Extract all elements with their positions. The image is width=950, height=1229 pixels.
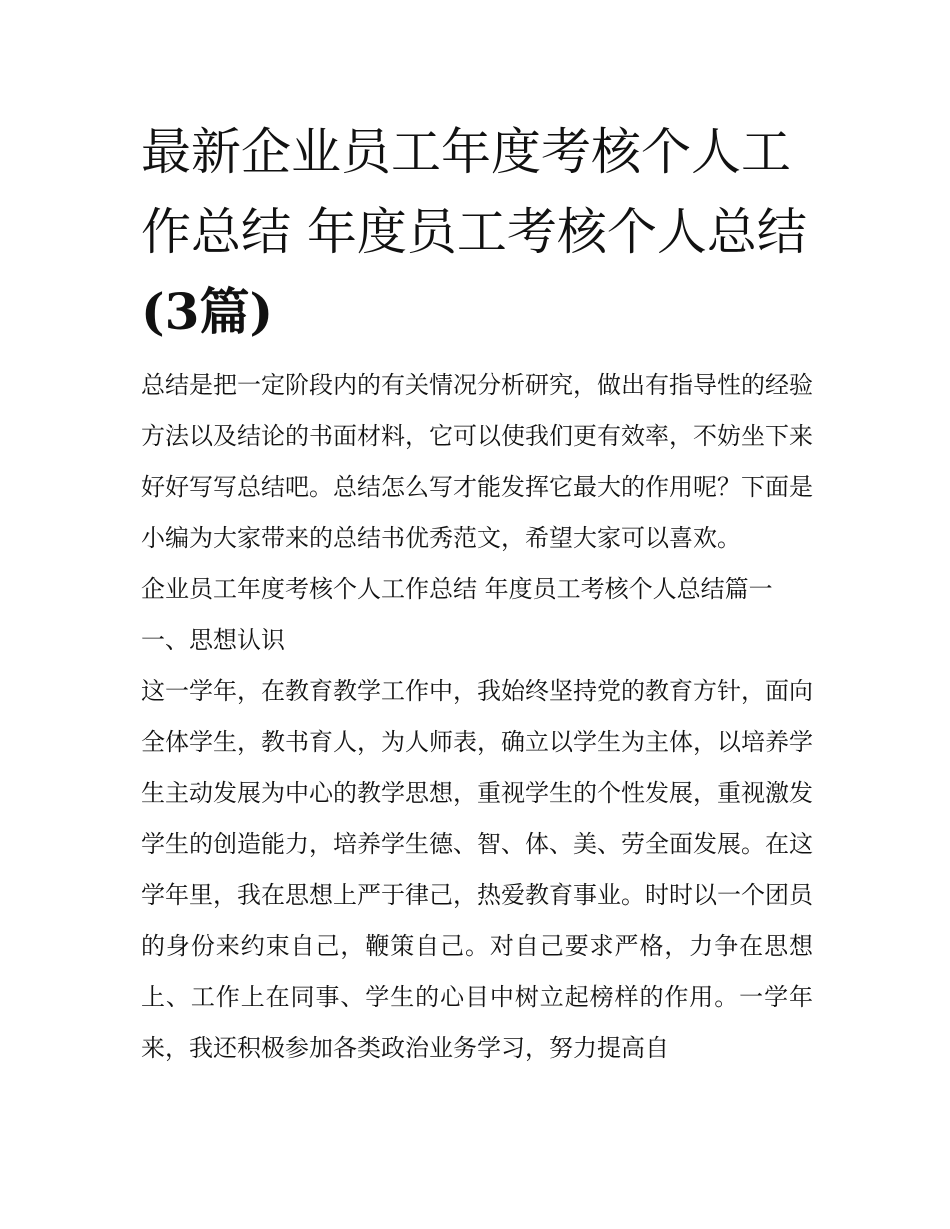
intro-paragraph: 总结是把一定阶段内的有关情况分析研究，做出有指导性的经验方法以及结论的书面材料，它可以使我们更有效率，不妨坐下来好好写写总结吧。总结怎么写才能发挥它最大的作用呢？下面是小编为大家带来的总结书优秀范文，希望大家可以喜欢。 xyxy=(141,371,813,552)
document-page xyxy=(141,112,813,1074)
title-suffix: (3篇) xyxy=(141,282,274,341)
section-title: 企业员工年度考核个人工作总结 年度员工考核个人总结篇一 xyxy=(141,575,773,603)
document-title xyxy=(141,112,813,352)
subsection-title: 一、思想认识 xyxy=(141,626,285,654)
body-paragraph: 这一学年，在教育教学工作中，我始终坚持党的教育方针，面向全体学生，教书育人，为人师表，确立以学生为主体，以培养学生主动发展为中心的教学思想，重视学生的个性发展，重视激发学生的创造能力，培养学生德、智、体、美、劳全面发展。在这学年里，我在思想上严于律己，热爱教育事业。时时以一个团员的身份来约束自己，鞭策自己。对自己要求严格，力争在思想上、工作上在同事、学生的心目中树立起榜样的作用。一学年来，我还积极参加各类政治业务学习，努力提高自 xyxy=(141,677,813,1062)
title-main: 最新企业员工年度考核个人工作总结 年度员工考核个人总结 xyxy=(141,123,807,261)
